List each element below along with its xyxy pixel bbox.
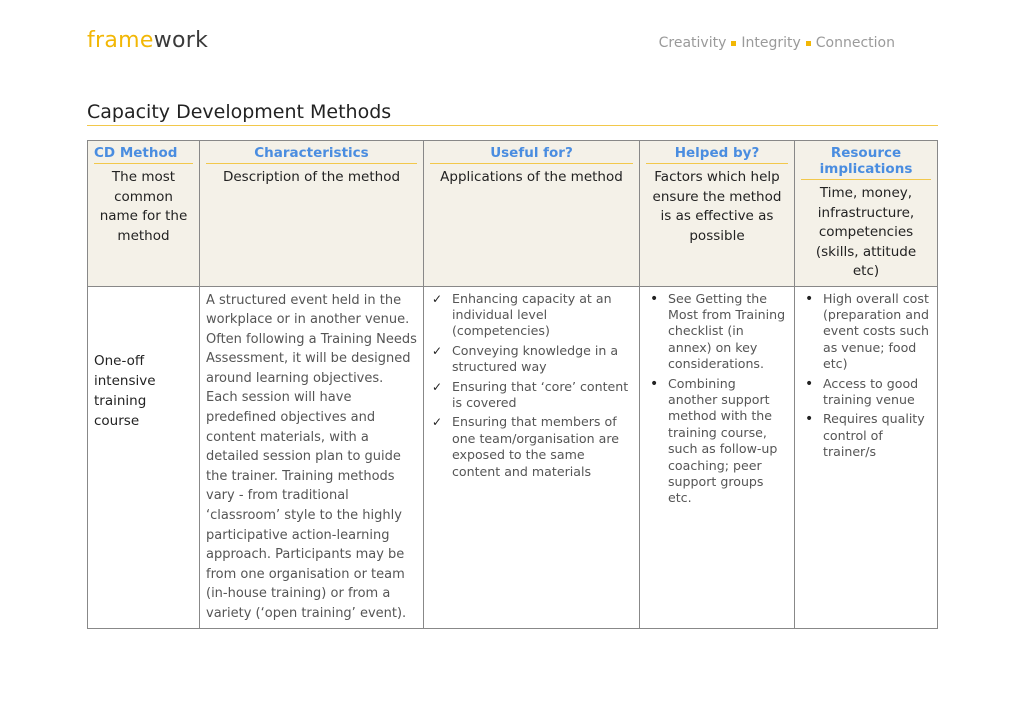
bullet-icon: • bbox=[805, 290, 814, 307]
header-cell-characteristics bbox=[200, 141, 424, 287]
column-subtitle: Applications of the method bbox=[440, 169, 623, 185]
checkmark-icon: ✓ bbox=[432, 343, 443, 358]
bullet-icon: • bbox=[805, 411, 814, 428]
list-item-text: Access to good training venue bbox=[823, 375, 919, 407]
list-item bbox=[430, 379, 633, 412]
list-item-text: Ensuring that members of one team/organisation are exposed to the same content and materials bbox=[452, 414, 619, 479]
list-item-text: High overall cost (preparation and event costs such as venue; food etc) bbox=[823, 290, 930, 372]
column-title: Characteristics bbox=[206, 145, 417, 164]
bullet-icon: • bbox=[650, 375, 659, 392]
bullet-icon: • bbox=[650, 290, 659, 307]
column-subtitle: Factors which help ensure the method is as effective as possible bbox=[652, 169, 782, 244]
column-subtitle: Time, money, infrastructure, competencies (skills, attitude etc) bbox=[815, 185, 917, 279]
helped-by-list bbox=[646, 291, 788, 507]
list-item bbox=[430, 291, 633, 340]
list-item bbox=[646, 376, 788, 507]
list-item-text: Ensuring that ‘core’ content is covered bbox=[452, 378, 629, 410]
list-item bbox=[430, 343, 633, 376]
cd-methods-table bbox=[87, 140, 938, 629]
page-title: Capacity Development Methods bbox=[87, 101, 392, 123]
cell-resources bbox=[795, 286, 938, 628]
title-divider bbox=[87, 125, 938, 126]
column-title: Useful for? bbox=[430, 145, 633, 164]
resources-list bbox=[801, 291, 931, 461]
logo-frame-text: frame bbox=[87, 28, 154, 53]
checkmark-icon: ✓ bbox=[432, 415, 443, 430]
header-cell-helped-by bbox=[640, 141, 795, 287]
tagline-word: Creativity bbox=[658, 35, 727, 51]
tagline-separator bbox=[731, 41, 736, 46]
tagline-word: Integrity bbox=[741, 35, 801, 51]
checkmark-icon: ✓ bbox=[432, 379, 443, 394]
list-item bbox=[646, 291, 788, 373]
list-item-text: See Getting the Most from Training checklist (in annex) on key considerations. bbox=[668, 290, 786, 372]
header-cell-resources bbox=[795, 141, 938, 287]
cell-helped-by bbox=[640, 286, 795, 628]
column-subtitle: The most common name for the method bbox=[99, 169, 188, 244]
list-item bbox=[801, 376, 931, 409]
list-item-text: Enhancing capacity at an individual level (competencies) bbox=[452, 290, 612, 339]
list-item-text: Requires quality control of trainer/s bbox=[823, 411, 925, 460]
column-title: CD Method bbox=[94, 145, 193, 164]
list-item bbox=[801, 291, 931, 373]
logo-work-text: work bbox=[153, 28, 209, 53]
tagline-separator bbox=[806, 41, 811, 46]
cell-useful-for bbox=[424, 286, 640, 628]
tagline bbox=[659, 35, 895, 51]
header-cell-useful-for bbox=[424, 141, 640, 287]
cell-method bbox=[88, 286, 200, 628]
useful-for-list bbox=[430, 291, 633, 480]
list-item-text: Conveying knowledge in a structured way bbox=[452, 342, 619, 375]
framework-logo bbox=[87, 28, 208, 53]
column-title: Helped by? bbox=[646, 145, 788, 164]
list-item bbox=[801, 411, 931, 460]
column-subtitle: Description of the method bbox=[222, 169, 401, 185]
table-row bbox=[88, 286, 938, 628]
header-cell-method bbox=[88, 141, 200, 287]
tagline-word: Connection bbox=[815, 35, 895, 51]
column-title: Resource implications bbox=[801, 145, 931, 180]
bullet-icon: • bbox=[805, 375, 814, 392]
cell-characteristics bbox=[200, 286, 424, 628]
list-item-text: Combining another support method with the training course, such as follow-up coaching; peer support groups etc. bbox=[668, 375, 778, 506]
table-header-row bbox=[88, 141, 938, 287]
list-item bbox=[430, 414, 633, 480]
method-name: One-off intensive training course bbox=[94, 352, 156, 429]
checkmark-icon: ✓ bbox=[432, 291, 443, 306]
characteristics-text: A structured event held in the workplace or in another venue. Often following a Training Needs Assessment, it will be designed around learning objectives. Each session will have predefined objectives and content materials, with a detailed session plan to guide the trainer. Training methods vary - from traditional ‘classroom’ style to the highly participative action-learning approach. Participants may be from one organisation or team (in-house training) or from a variety (‘open training’ event). bbox=[206, 292, 417, 621]
